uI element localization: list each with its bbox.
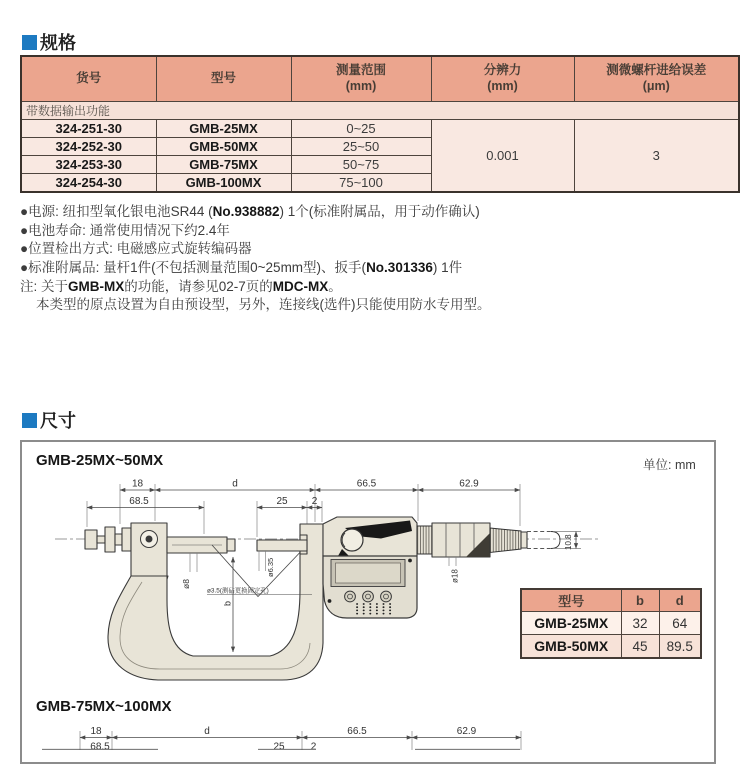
digital-unit: [323, 556, 417, 618]
cell-model: GMB-50MX: [156, 138, 291, 156]
screw: [408, 559, 412, 563]
table-row: [521, 635, 701, 659]
dim-label-62-9: 62.9: [456, 726, 477, 737]
dim-label-18: 18: [131, 478, 144, 490]
dim-label-dia635: ø6.35: [266, 557, 275, 577]
dim-label-dia18: ø18: [450, 569, 460, 583]
col-header-code: 货号: [21, 56, 156, 102]
hinge-block: [323, 517, 417, 557]
cell-range: 25~50: [291, 138, 431, 156]
dim-label-b: b: [222, 600, 233, 606]
bullet-accessories: ●标准附属品: 量杆1件(不包括测量范围0~25mm型)、扳手(No.301336) 1件: [20, 260, 463, 275]
unit-label: 单位: mm: [643, 458, 696, 472]
cell-code: 324-251-30: [21, 120, 156, 138]
cell-resolution: 0.001: [431, 120, 574, 193]
cell-code: 324-253-30: [21, 156, 156, 174]
size-table-wrap: [520, 588, 702, 659]
cell-range: 75~100: [291, 174, 431, 193]
spec-header-row: [21, 56, 739, 102]
unit-button: [363, 591, 374, 602]
cell-range: 0~25: [291, 120, 431, 138]
size-cell-b: 32: [621, 612, 659, 635]
dim-label-25: 25: [273, 741, 285, 750]
note-line-1: 注: 关于GMB-MX的功能，请参见02-7页的MDC-MX。: [20, 279, 342, 294]
size-cell-b: 45: [621, 635, 659, 659]
dim-label-68-5: 68.5: [90, 741, 110, 750]
dim-label-25: 25: [276, 496, 288, 507]
blue-square-icon: [22, 35, 37, 50]
size-cell-d: 89.5: [659, 635, 701, 659]
note-line-2: 本类型的原点设置为自由预设型，另外，连接线(选件)只能使用防水专用型。: [36, 297, 491, 312]
dim-label-d: d: [204, 726, 210, 737]
cell-model: GMB-75MX: [156, 156, 291, 174]
spec-title-text: 规格: [40, 33, 76, 53]
dim-label-d: d: [232, 478, 238, 490]
spindle-rod: [257, 540, 307, 551]
col-header-model: 型号: [156, 56, 291, 102]
cell-model: GMB-100MX: [156, 174, 291, 193]
dim-label-66-5: 66.5: [356, 478, 377, 490]
cell-code: 324-252-30: [21, 138, 156, 156]
dim-label-2: 2: [310, 741, 317, 750]
spec-table-wrap: [20, 55, 740, 193]
dim-label-18: 18: [90, 726, 102, 737]
dim-label-66-5: 66.5: [347, 726, 367, 737]
size-col-model: 型号: [521, 589, 621, 612]
col-header-resolution: 分辨力 (mm): [431, 56, 574, 102]
size-col-d: d: [659, 589, 701, 612]
spec-section-title: [22, 29, 76, 55]
size-cell-d: 64: [659, 612, 701, 635]
cell-model: GMB-25MX: [156, 120, 291, 138]
thimble-assembly: [417, 523, 560, 557]
blue-square-icon: [22, 413, 37, 428]
cell-range: 50~75: [291, 156, 431, 174]
unit-button: [381, 591, 392, 602]
col-header-feed-error: 测微螺杆进给误差 (μm): [574, 56, 739, 102]
table-row: [21, 120, 739, 138]
spec-table: [20, 55, 740, 193]
drawing2-heading: GMB-75MX~100MX: [36, 698, 172, 715]
size-header-row: [521, 589, 701, 612]
cell-feed-error: 3: [574, 120, 739, 193]
drawing1-heading: GMB-25MX~50MX: [36, 452, 164, 469]
dim-label-62-9: 62.9: [459, 478, 479, 490]
screw: [328, 599, 332, 603]
dim-title-text: 尺寸: [40, 411, 76, 431]
table-row: [521, 612, 701, 635]
dim-label-68-5: 68.5: [129, 496, 149, 507]
group-band-row: [21, 102, 739, 120]
anvil-knob: [85, 527, 131, 552]
cell-code: 324-254-30: [21, 174, 156, 193]
bullet-battery-life: ●电池寿命: 通常使用情况下约2.4年: [20, 223, 230, 238]
dim-label-10-8: 10.8: [564, 534, 573, 550]
col-header-range: 测量范围 (mm): [291, 56, 431, 102]
unit-button: [345, 591, 356, 602]
bullet-detection: ●位置检出方式: 电磁感应式旋转编码器: [20, 241, 252, 256]
dim-section-title: [22, 407, 76, 433]
hole-annotation: ø3.5(测砧更换固定孔): [207, 587, 269, 595]
size-cell-model: GMB-25MX: [521, 612, 621, 635]
bullet-power: ●电源: 纽扣型氧化银电池SR44 (No.938882) 1个(标准附属品，用于动作确认): [20, 204, 480, 219]
dim-label-dia8: ø8: [181, 579, 191, 589]
size-table: [520, 588, 702, 659]
dim-extension-lines: [80, 731, 521, 750]
size-cell-model: GMB-50MX: [521, 635, 621, 659]
anvil-rod: [167, 537, 235, 553]
dim-label-2: 2: [311, 496, 318, 507]
micrometer-drawing-2: [20, 718, 746, 750]
size-col-b: b: [621, 589, 659, 612]
group-band-label: 带数据输出功能: [21, 102, 739, 120]
